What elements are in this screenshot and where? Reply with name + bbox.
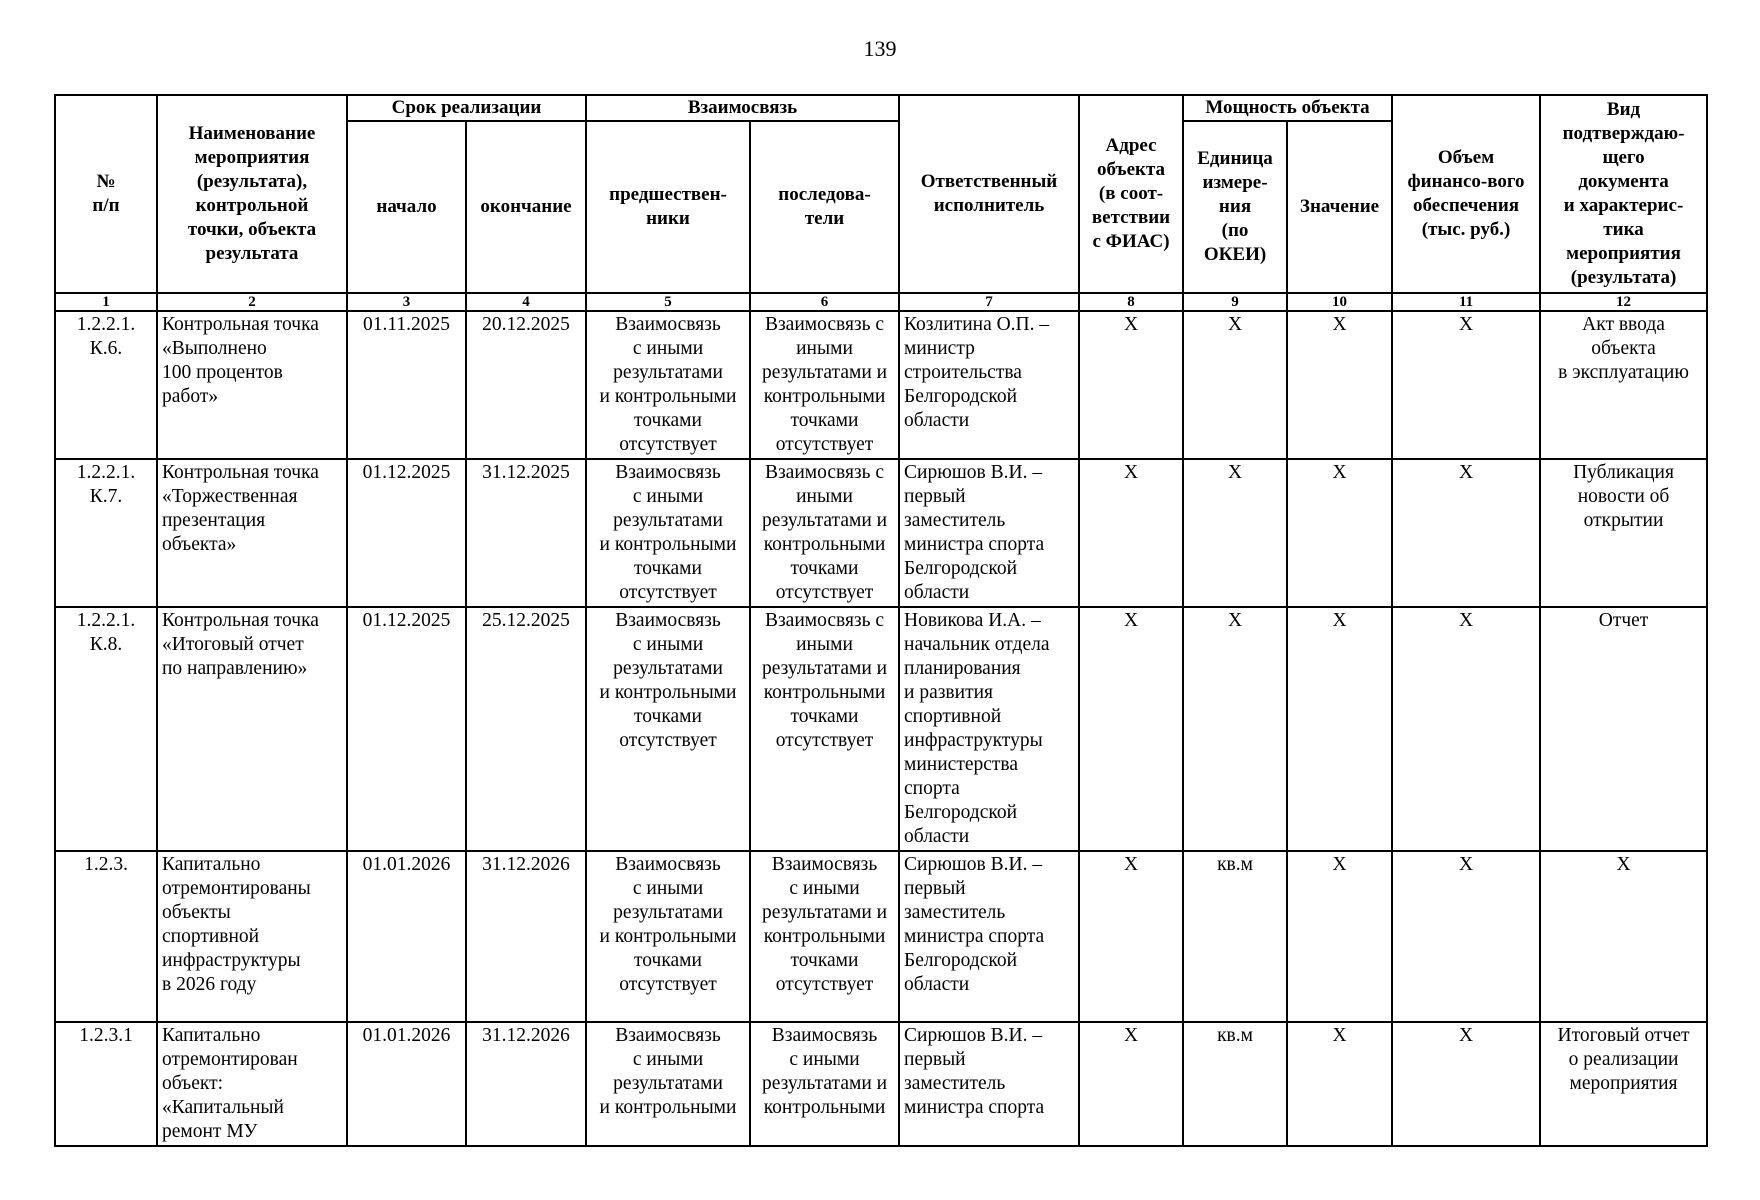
page-number: 139 — [863, 36, 897, 61]
row-end-date: 31.12.2025 — [466, 459, 586, 607]
row-responsible: Сирюшов В.И. – первый заместитель министра спорта Белгородской области — [899, 459, 1079, 607]
column-number-row — [55, 293, 1707, 311]
row-unit: Х — [1183, 607, 1287, 851]
row-name: Контрольная точка «Торжественная презентация объекта» — [157, 459, 347, 607]
header-num: № п/п — [55, 95, 157, 293]
row-finance: Х — [1392, 851, 1540, 1022]
header-start: начало — [347, 121, 466, 293]
row-unit: кв.м — [1183, 1022, 1287, 1146]
header-capacity-group: Мощность объекта — [1183, 95, 1392, 121]
row-num: 1.2.2.1. К.7. — [55, 459, 157, 607]
header-relation-group: Взаимосвязь — [586, 95, 899, 121]
column-number: 4 — [466, 293, 586, 311]
row-end-date: 25.12.2025 — [466, 607, 586, 851]
row-predecessors: Взаимосвязь с иными результатами и контрольными точками отсутствует — [586, 851, 750, 1022]
row-predecessors: Взаимосвязь с иными результатами и контрольными точками отсутствует — [586, 311, 750, 459]
column-number: 2 — [157, 293, 347, 311]
row-document: Итоговый отчет о реализации мероприятия — [1540, 1022, 1707, 1146]
header-unit: Единица измере- ния (по ОКЕИ) — [1183, 121, 1287, 293]
column-number: 7 — [899, 293, 1079, 311]
header-end: окончание — [466, 121, 586, 293]
column-number: 12 — [1540, 293, 1707, 311]
implementation-plan-table — [54, 94, 1708, 1147]
row-start-date: 01.12.2025 — [347, 607, 466, 851]
row-address: Х — [1079, 459, 1183, 607]
row-document: Отчет — [1540, 607, 1707, 851]
column-number: 10 — [1287, 293, 1392, 311]
row-value: Х — [1287, 851, 1392, 1022]
header-document: Вид подтверждаю- щего документа и характерис- тика мероприятия (результата) — [1540, 95, 1707, 293]
header-successors: последова- тели — [750, 121, 899, 293]
row-end-date: 20.12.2025 — [466, 311, 586, 459]
row-end-date: 31.12.2026 — [466, 851, 586, 1022]
row-address: Х — [1079, 607, 1183, 851]
row-value: Х — [1287, 459, 1392, 607]
row-unit: Х — [1183, 311, 1287, 459]
row-value: Х — [1287, 607, 1392, 851]
column-number: 8 — [1079, 293, 1183, 311]
row-num: 1.2.2.1. К.6. — [55, 311, 157, 459]
row-address: Х — [1079, 311, 1183, 459]
table-row — [55, 1022, 1707, 1146]
column-number: 11 — [1392, 293, 1540, 311]
row-responsible: Сирюшов В.И. – первый заместитель министра спорта — [899, 1022, 1079, 1146]
row-finance: Х — [1392, 607, 1540, 851]
row-start-date: 01.11.2025 — [347, 311, 466, 459]
row-start-date: 01.01.2026 — [347, 1022, 466, 1146]
column-number: 3 — [347, 293, 466, 311]
table-row — [55, 459, 1707, 607]
row-address: Х — [1079, 1022, 1183, 1146]
row-value: Х — [1287, 1022, 1392, 1146]
row-predecessors: Взаимосвязь с иными результатами и контрольными точками отсутствует — [586, 459, 750, 607]
column-number: 5 — [586, 293, 750, 311]
row-num: 1.2.3. — [55, 851, 157, 1022]
row-document: Публикация новости об открытии — [1540, 459, 1707, 607]
row-successors: Взаимосвязь с иными результатами и контрольными — [750, 1022, 899, 1146]
row-address: Х — [1079, 851, 1183, 1022]
row-name: Капитально отремонтированы объекты спортивной инфраструктуры в 2026 году — [157, 851, 347, 1022]
row-document: Х — [1540, 851, 1707, 1022]
row-successors: Взаимосвязь с иными результатами и контрольными точками отсутствует — [750, 311, 899, 459]
header-group-row — [55, 95, 1707, 121]
table-row — [55, 607, 1707, 851]
row-end-date: 31.12.2026 — [466, 1022, 586, 1146]
row-predecessors: Взаимосвязь с иными результатами и контрольными точками отсутствует — [586, 607, 750, 851]
row-finance: Х — [1392, 459, 1540, 607]
row-successors: Взаимосвязь с иными результатами и контрольными точками отсутствует — [750, 607, 899, 851]
row-name: Контрольная точка «Выполнено 100 процентов работ» — [157, 311, 347, 459]
header-name: Наименование мероприятия (результата), контрольной точки, объекта результата — [157, 95, 347, 293]
header-predecessors: предшествен- ники — [586, 121, 750, 293]
column-number: 6 — [750, 293, 899, 311]
row-num: 1.2.3.1 — [55, 1022, 157, 1146]
header-value: Значение — [1287, 121, 1392, 293]
row-finance: Х — [1392, 1022, 1540, 1146]
row-responsible: Козлитина О.П. – министр строительства Белгородской области — [899, 311, 1079, 459]
header-finance: Объем финансо-вого обеспечения (тыс. руб.) — [1392, 95, 1540, 293]
column-number: 9 — [1183, 293, 1287, 311]
row-finance: Х — [1392, 311, 1540, 459]
row-responsible: Сирюшов В.И. – первый заместитель министра спорта Белгородской области — [899, 851, 1079, 1022]
row-name: Капитально отремонтирован объект: «Капитальный ремонт МУ — [157, 1022, 347, 1146]
row-predecessors: Взаимосвязь с иными результатами и контрольными — [586, 1022, 750, 1146]
row-value: Х — [1287, 311, 1392, 459]
row-successors: Взаимосвязь с иными результатами и контрольными точками отсутствует — [750, 459, 899, 607]
header-responsible: Ответственный исполнитель — [899, 95, 1079, 293]
table-row — [55, 311, 1707, 459]
row-unit: кв.м — [1183, 851, 1287, 1022]
header-term-group: Срок реализации — [347, 95, 586, 121]
header-address: Адрес объекта (в соот- ветствии с ФИАС) — [1079, 95, 1183, 293]
row-successors: Взаимосвязь с иными результатами и контрольными точками отсутствует — [750, 851, 899, 1022]
row-document: Акт ввода объекта в эксплуатацию — [1540, 311, 1707, 459]
row-unit: Х — [1183, 459, 1287, 607]
row-start-date: 01.01.2026 — [347, 851, 466, 1022]
row-name: Контрольная точка «Итоговый отчет по направлению» — [157, 607, 347, 851]
row-responsible: Новикова И.А. – начальник отдела планирования и развития спортивной инфраструктуры министерства спорта Белгородской области — [899, 607, 1079, 851]
row-num: 1.2.2.1. К.8. — [55, 607, 157, 851]
column-number: 1 — [55, 293, 157, 311]
row-start-date: 01.12.2025 — [347, 459, 466, 607]
table-row — [55, 851, 1707, 1022]
